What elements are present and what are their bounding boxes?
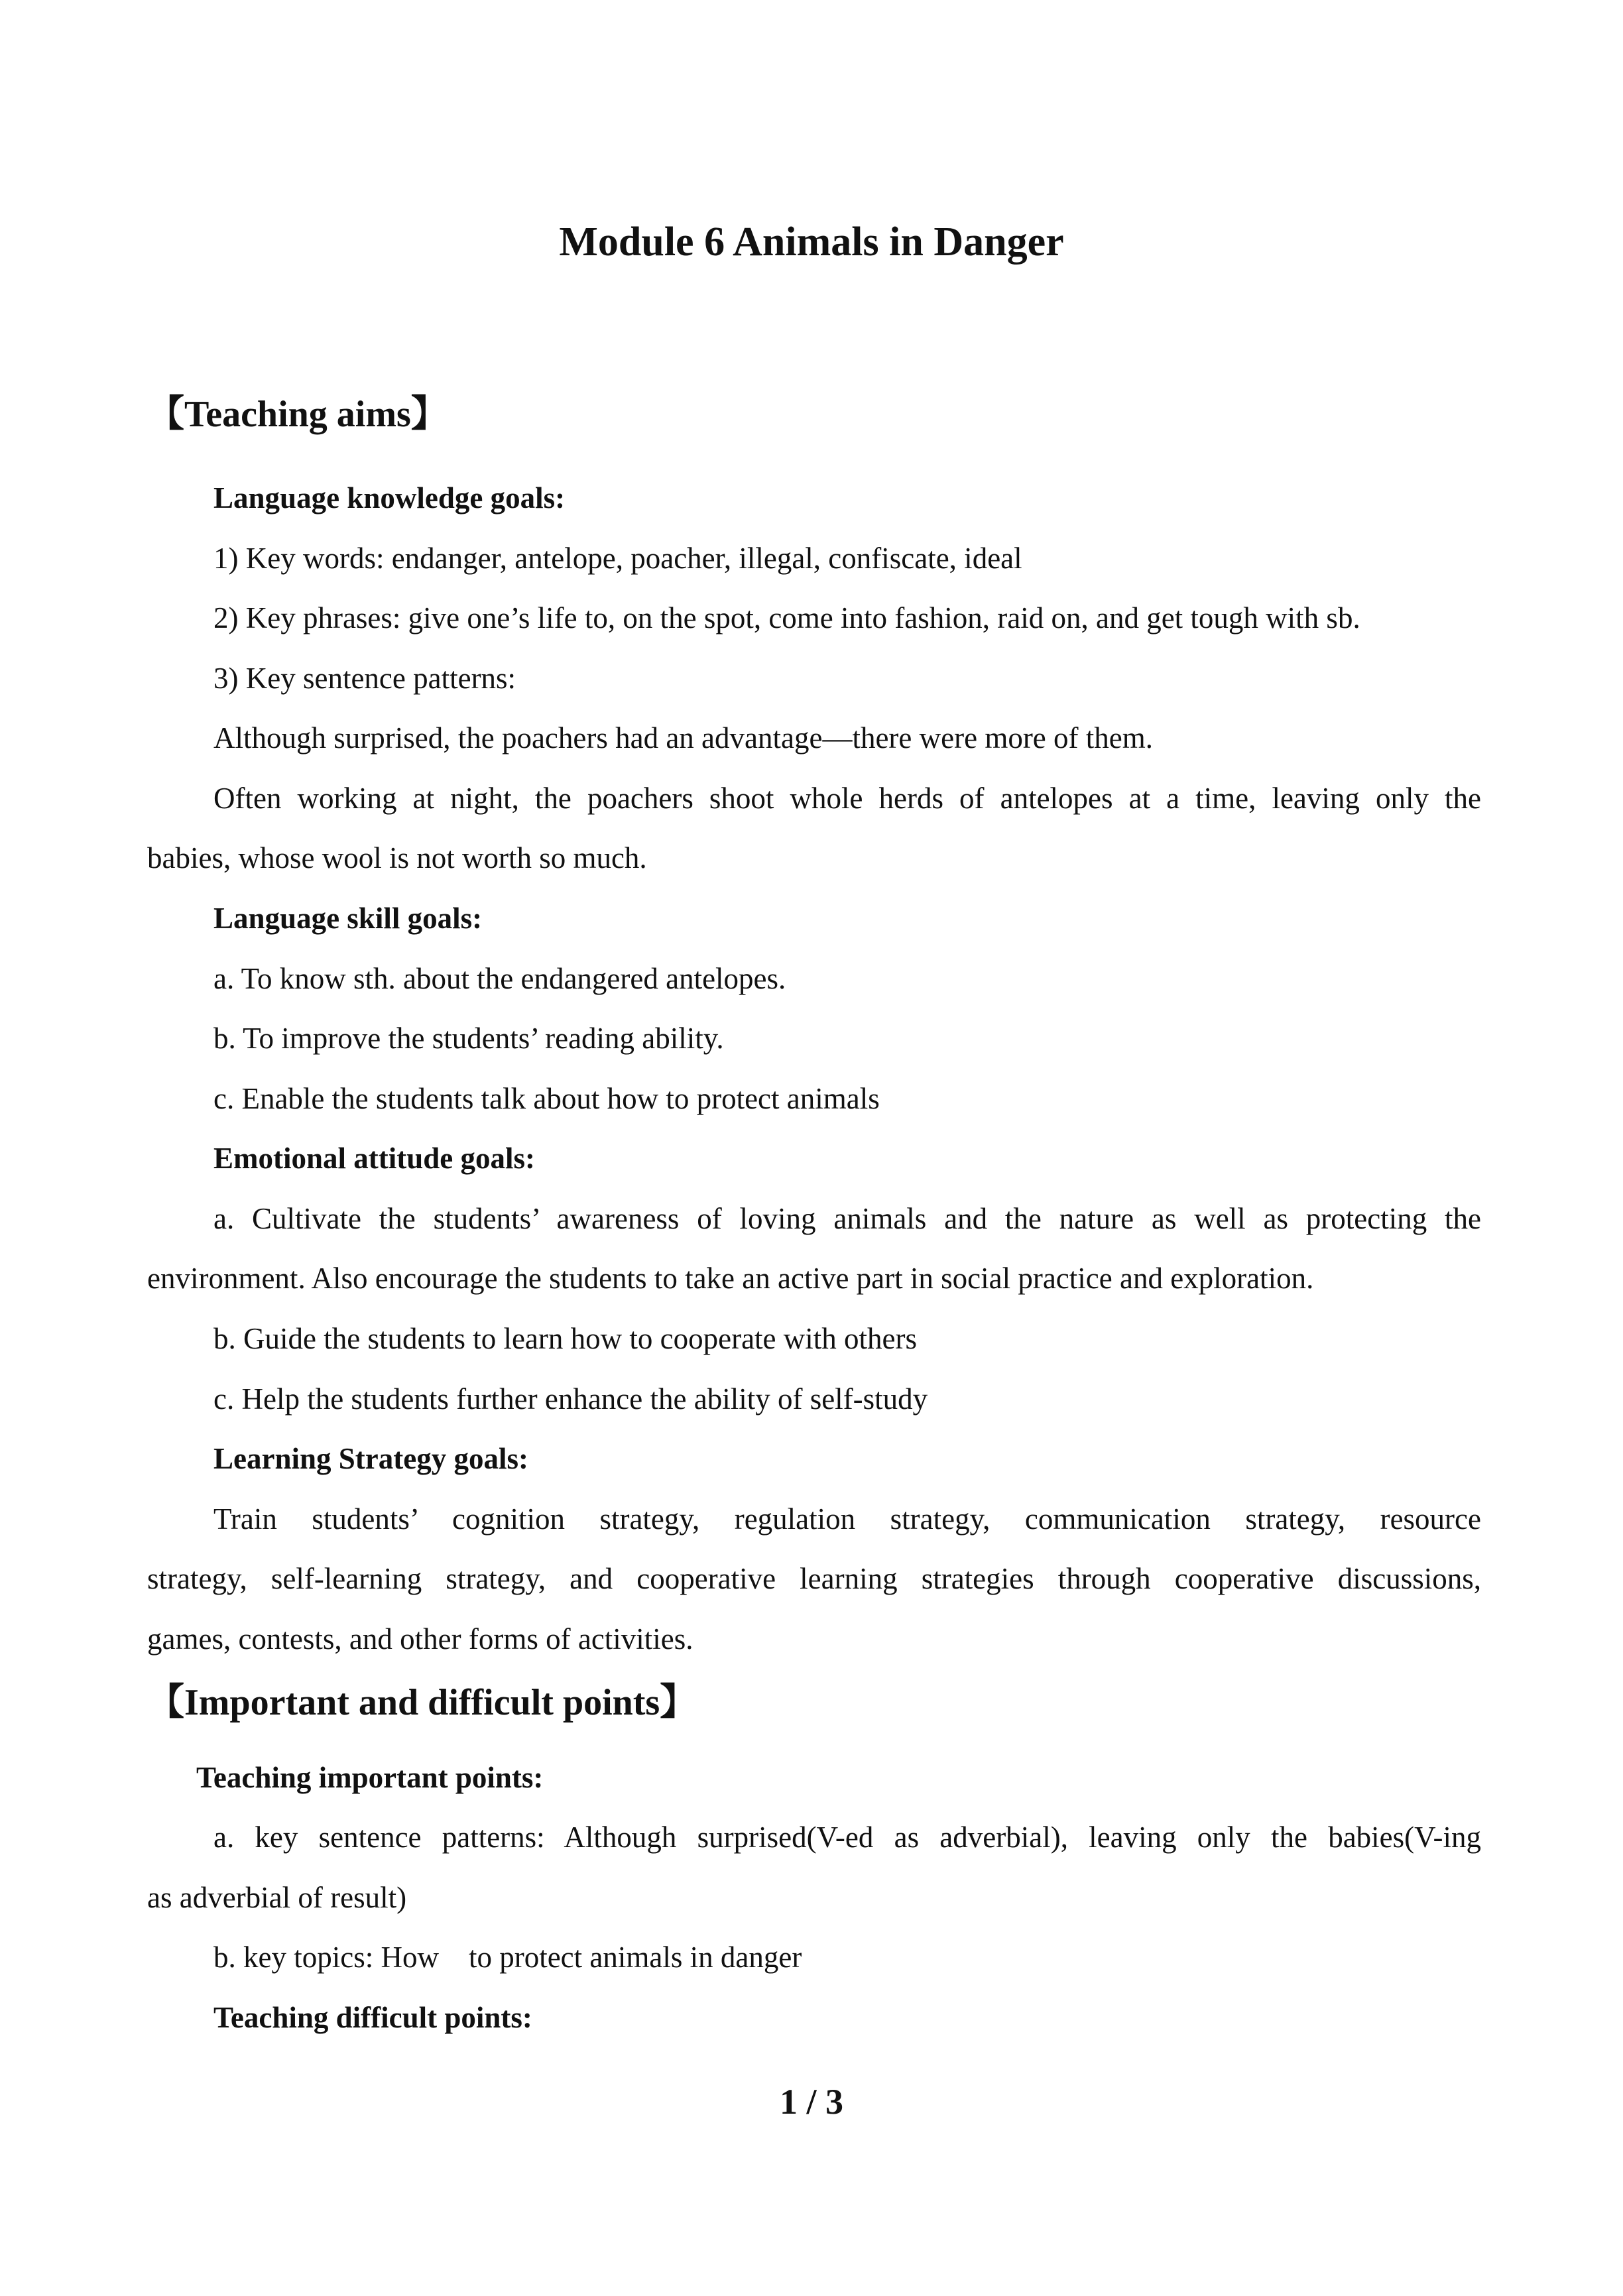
language-skill-item-a: a. To know sth. about the endangered antelopes.: [213, 962, 786, 995]
sentence-example-1: Although surprised, the poachers had an advantage—there were more of them.: [213, 721, 1153, 755]
emotional-item-a-line2: environment. Also encourage the students to take an active part in social practice and exploration.: [147, 1262, 1314, 1295]
subheading-teaching-difficult: Teaching difficult points:: [213, 2001, 532, 2034]
sentence-example-2-line2: babies, whose wool is not worth so much.: [147, 841, 647, 875]
page-title: Module 6 Animals in Danger: [559, 219, 1064, 265]
page-number: 1 / 3: [779, 2082, 843, 2122]
subheading-language-skill: Language skill goals:: [213, 902, 483, 935]
section-heading-important-points: 【Important and difficult points】: [147, 1682, 697, 1723]
key-words-line: 1) Key words: endanger, antelope, poacher, illegal, confiscate, ideal: [213, 542, 1022, 575]
key-phrases-line: 2) Key phrases: give one’s life to, on the spot, come into fashion, raid on, and get tough with sb.: [213, 601, 1360, 634]
key-sentence-patterns-line: 3) Key sentence patterns:: [213, 662, 516, 695]
language-skill-item-b: b. To improve the students’ reading ability.: [213, 1022, 724, 1055]
important-item-a-line1: a. key sentence patterns: Although surprised(V-ed as adverbial), leaving only the babies(V-ing: [213, 1821, 1481, 1854]
important-item-b: b. key topics: How to protect animals in danger: [213, 1941, 802, 1974]
subheading-language-knowledge: Language knowledge goals:: [213, 481, 566, 514]
subheading-emotional-attitude: Emotional attitude goals:: [213, 1142, 536, 1175]
learning-strategy-line3: games, contests, and other forms of activities.: [147, 1622, 693, 1656]
section-heading-teaching-aims: 【Teaching aims】: [147, 394, 448, 435]
learning-strategy-line1: Train students’ cognition strategy, regulation strategy, communication strategy, resource: [213, 1502, 1481, 1536]
emotional-item-c: c. Help the students further enhance the ability of self-study: [213, 1382, 928, 1416]
language-skill-item-c: c. Enable the students talk about how to protect animals: [213, 1082, 880, 1115]
important-item-a-line2: as adverbial of result): [147, 1881, 407, 1914]
subheading-learning-strategy: Learning Strategy goals:: [213, 1442, 528, 1475]
subheading-teaching-important: Teaching important points:: [196, 1761, 544, 1794]
learning-strategy-line2: strategy, self-learning strategy, and cooperative learning strategies through cooperative discussions,: [147, 1562, 1481, 1595]
sentence-example-2-line1: Often working at night, the poachers shoot whole herds of antelopes at a time, leaving only the: [213, 782, 1481, 815]
emotional-item-b: b. Guide the students to learn how to cooperate with others: [213, 1322, 917, 1355]
emotional-item-a-line1: a. Cultivate the students’ awareness of loving animals and the nature as well as protecting the: [213, 1202, 1481, 1235]
